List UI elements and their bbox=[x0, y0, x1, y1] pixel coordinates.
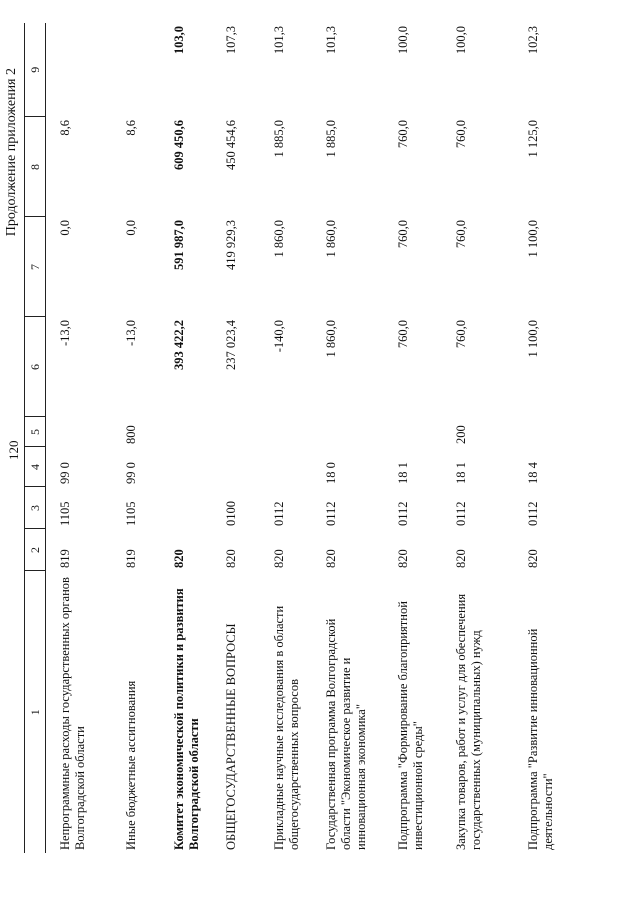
cell-col9: 100,0 bbox=[396, 26, 410, 55]
column-header: 9 bbox=[25, 23, 46, 117]
budget-table bbox=[24, 23, 566, 853]
column-header: 3 bbox=[25, 487, 46, 529]
table-row bbox=[442, 23, 514, 853]
cell-admin: 820 bbox=[324, 549, 338, 568]
cell-section: 1105 bbox=[58, 501, 72, 526]
cell-col7: 760,0 bbox=[396, 220, 410, 249]
cell-col7: 1 860,0 bbox=[272, 220, 286, 258]
cell-col7: 1 100,0 bbox=[526, 220, 540, 258]
row-name: Закупка товаров, работ и услуг для обеспечения государственных (муниципальных) нужд bbox=[454, 593, 483, 850]
column-header: 1 bbox=[25, 571, 46, 853]
cell-admin: 820 bbox=[272, 549, 286, 568]
row-name: Подпрограмма "Развитие инновационной деятельности" bbox=[526, 628, 555, 850]
cell-col6: 1 860,0 bbox=[324, 320, 338, 358]
cell-col8: 1 885,0 bbox=[324, 120, 338, 158]
cell-col8: 609 450,6 bbox=[172, 120, 186, 170]
cell-section: 0100 bbox=[224, 501, 238, 526]
table-row bbox=[112, 23, 160, 853]
table-row bbox=[160, 23, 212, 853]
table-row bbox=[212, 23, 260, 853]
row-name: Иные бюджетные ассигнования bbox=[124, 680, 138, 850]
cell-expense-type bbox=[212, 417, 260, 447]
cell-col6: 760,0 bbox=[454, 320, 468, 349]
cell-col9: 101,3 bbox=[272, 26, 286, 55]
cell-target bbox=[260, 447, 312, 487]
cell-col9: 101,3 bbox=[324, 26, 338, 55]
cell-target: 18 4 bbox=[526, 462, 540, 484]
cell-section: 0112 bbox=[526, 501, 540, 526]
cell-target bbox=[160, 447, 212, 487]
cell-col7: 760,0 bbox=[454, 220, 468, 249]
cell-col9 bbox=[112, 23, 160, 117]
column-header: 7 bbox=[25, 217, 46, 317]
row-name: Подпрограмма "Формирование благоприятной инвестиционной среды" bbox=[396, 601, 425, 850]
continuation-label: Продолжение приложения 2 bbox=[4, 68, 19, 237]
cell-section: 0112 bbox=[324, 501, 338, 526]
cell-col9: 103,0 bbox=[172, 26, 186, 55]
cell-col6: -13,0 bbox=[124, 320, 138, 347]
column-header: 2 bbox=[25, 529, 46, 571]
cell-col8: 450 454,6 bbox=[224, 120, 238, 170]
cell-col7: 591 987,0 bbox=[172, 220, 186, 270]
row-name: Государственная программа Волгоградской области "Экономическое развитие и инновационная экономика" bbox=[324, 618, 368, 850]
cell-col8: 1 885,0 bbox=[272, 120, 286, 158]
cell-col6: 237 023,4 bbox=[224, 320, 238, 370]
cell-col8: 8,6 bbox=[124, 120, 138, 136]
cell-col6: 1 100,0 bbox=[526, 320, 540, 358]
cell-col9: 102,3 bbox=[526, 26, 540, 55]
cell-col6: -13,0 bbox=[58, 320, 72, 347]
table-row bbox=[46, 23, 113, 853]
cell-expense-type bbox=[46, 417, 113, 447]
cell-col6: 393 422,2 bbox=[172, 320, 186, 370]
cell-admin: 820 bbox=[454, 549, 468, 568]
cell-expense-type bbox=[312, 417, 384, 447]
cell-col8: 1 125,0 bbox=[526, 120, 540, 158]
cell-admin: 819 bbox=[58, 549, 72, 568]
cell-col6: 760,0 bbox=[396, 320, 410, 349]
column-number-row bbox=[25, 23, 46, 853]
cell-col7: 419 929,3 bbox=[224, 220, 238, 270]
cell-expense-type bbox=[514, 417, 566, 447]
cell-expense-type bbox=[160, 417, 212, 447]
cell-section bbox=[160, 487, 212, 529]
cell-col9: 107,3 bbox=[224, 26, 238, 55]
row-name: Комитет экономической политики и развития Волгоградской области bbox=[172, 588, 201, 850]
cell-admin: 820 bbox=[224, 549, 238, 568]
column-header: 6 bbox=[25, 317, 46, 417]
column-header: 4 bbox=[25, 447, 46, 487]
cell-section: 0112 bbox=[396, 501, 410, 526]
table-row bbox=[514, 23, 566, 853]
cell-admin: 820 bbox=[172, 549, 186, 568]
cell-col8: 760,0 bbox=[396, 120, 410, 149]
cell-admin: 820 bbox=[396, 549, 410, 568]
cell-col7: 0,0 bbox=[124, 220, 138, 236]
cell-col8: 760,0 bbox=[454, 120, 468, 149]
cell-col7: 1 860,0 bbox=[324, 220, 338, 258]
cell-expense-type bbox=[260, 417, 312, 447]
cell-expense-type: 800 bbox=[124, 425, 138, 444]
cell-target bbox=[212, 447, 260, 487]
cell-col8: 8,6 bbox=[58, 120, 72, 136]
cell-expense-type: 200 bbox=[454, 425, 468, 444]
cell-target: 18 1 bbox=[454, 462, 468, 484]
column-header: 8 bbox=[25, 117, 46, 217]
cell-col9 bbox=[46, 23, 113, 117]
cell-admin: 820 bbox=[526, 549, 540, 568]
cell-col7: 0,0 bbox=[58, 220, 72, 236]
cell-target: 18 0 bbox=[324, 462, 338, 484]
row-name: Прикладные научные исследования в области общегосударственных вопросов bbox=[272, 605, 301, 850]
table-row bbox=[312, 23, 384, 853]
cell-col6: -140,0 bbox=[272, 320, 286, 353]
cell-col9: 100,0 bbox=[454, 26, 468, 55]
cell-section: 0112 bbox=[272, 501, 286, 526]
row-name: ОБЩЕГОСУДАРСТВЕННЫЕ ВОПРОСЫ bbox=[224, 623, 238, 850]
table-row bbox=[384, 23, 442, 853]
row-name: Непрограммные расходы государственных органов Волгоградской области bbox=[58, 577, 87, 850]
cell-target: 18 1 bbox=[396, 462, 410, 484]
cell-target: 99 0 bbox=[58, 462, 72, 484]
cell-expense-type bbox=[384, 417, 442, 447]
table-row bbox=[260, 23, 312, 853]
column-header: 5 bbox=[25, 417, 46, 447]
cell-section: 1105 bbox=[124, 501, 138, 526]
cell-admin: 819 bbox=[124, 549, 138, 568]
page-number: 120 bbox=[6, 440, 21, 460]
cell-section: 0112 bbox=[454, 501, 468, 526]
cell-target: 99 0 bbox=[124, 462, 138, 484]
